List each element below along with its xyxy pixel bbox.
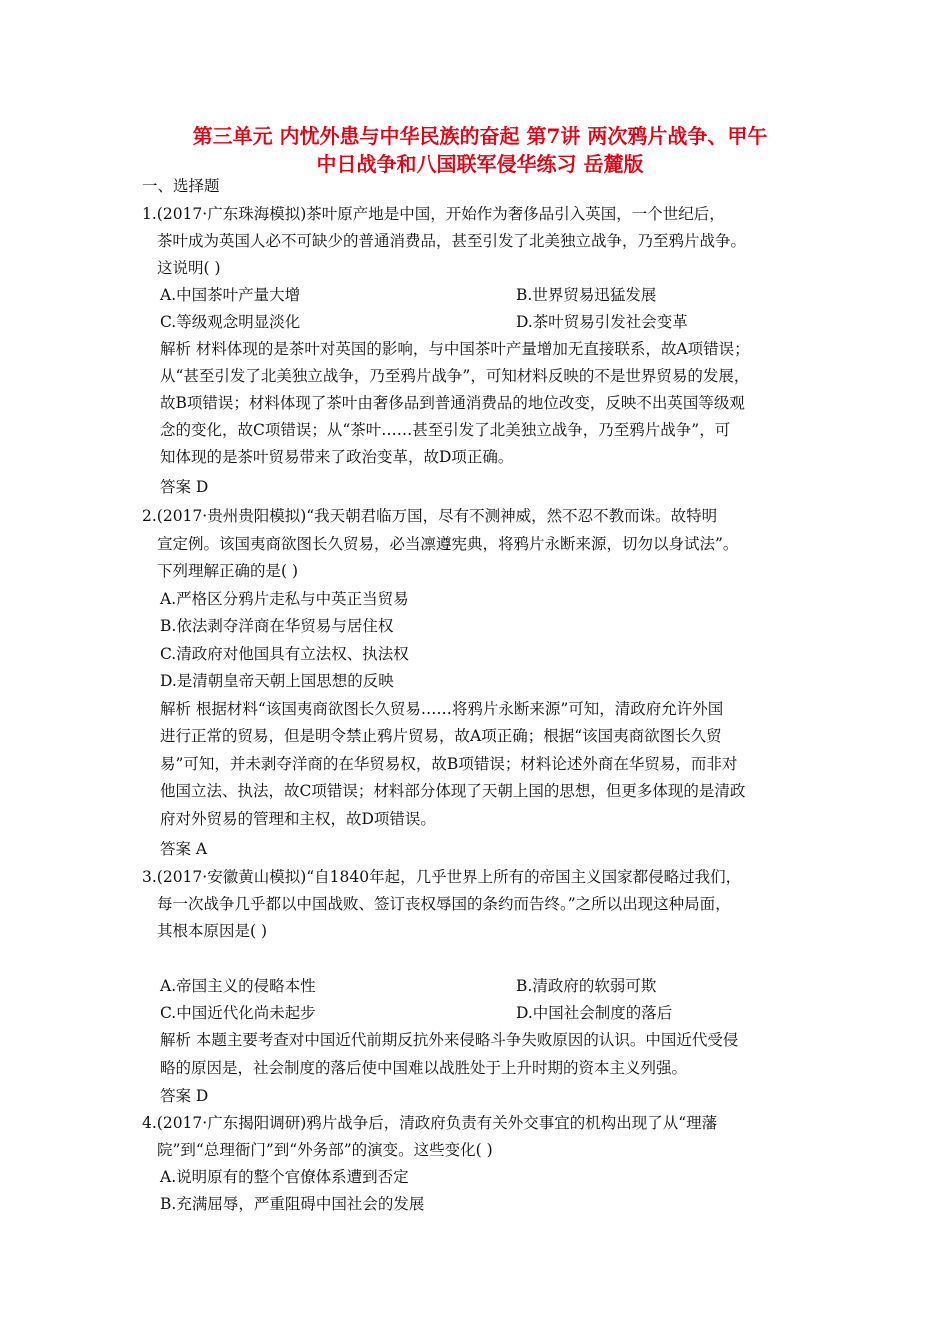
q1-analysis-line-1: 解析 材料体现的是茶叶对英国的影响，与中国茶叶产量增加无直接联系，故A项错误； — [160, 340, 750, 358]
q2-answer: 答案 A — [160, 840, 208, 858]
q2-option-c: C.清政府对他国具有立法权、执法权 — [160, 645, 409, 663]
q1-stem-line-1: 1.(2017·广东珠海模拟)茶叶原产地是中国，开始作为奢侈品引入英国，一个世纪后， — [142, 205, 725, 223]
q2-stem-line-3: 下列理解正确的是( ) — [157, 562, 299, 580]
q1-answer: 答案 D — [160, 478, 209, 496]
q2-analysis-line-2: 进行正常的贸易，但是明令禁止鸦片贸易，故A项正确；根据“该国夷商欲图长久贸 — [160, 727, 722, 745]
q1-analysis-line-4: 念的变化，故C项错误；从“茶叶……甚至引发了北美独立战争，乃至鸦片战争”，可 — [160, 421, 731, 439]
q1-stem-line-2: 茶叶成为英国人必不可缺少的普通消费品，甚至引发了北美独立战争，乃至鸦片战争。 — [157, 232, 747, 250]
q3-stem-line-1: 3.(2017·安徽黄山模拟)“自1840年起，几乎世界上所有的帝国主义国家都侵略过我们， — [142, 868, 742, 886]
q3-analysis-line-1: 解析 本题主要考查对中国近代前期反抗外来侵略斗争失败原因的认识。中国近代受侵 — [160, 1031, 739, 1049]
q1-analysis-line-5: 知体现的是茶叶贸易带来了政治变革，故D项正确。 — [160, 448, 514, 466]
q1-option-d: D.茶叶贸易引发社会变革 — [516, 313, 688, 331]
q3-stem-line-3: 其根本原因是( ) — [157, 922, 268, 940]
q3-option-b: B.清政府的软弱可欺 — [516, 977, 657, 995]
q1-analysis-line-3: 故B项错误；材料体现了茶叶由奢侈品到普通消费品的地位改变，反映不出英国等级观 — [160, 394, 745, 412]
q1-analysis-line-2: 从“甚至引发了北美独立战争，乃至鸦片战争”，可知材料反映的不是世界贸易的发展， — [160, 367, 750, 385]
q4-stem-line-2: 院”到“总理衙门”到“外务部”的演变。这些变化( ) — [157, 1141, 493, 1159]
q1-option-b: B.世界贸易迅猛发展 — [516, 286, 657, 304]
document-title-line-2: 中日战争和八国联军侵华练习 岳麓版 — [316, 152, 644, 176]
q1-stem-line-3: 这说明( ) — [157, 259, 221, 277]
q3-option-c: C.中国近代化尚未起步 — [160, 1004, 316, 1022]
q2-option-d: D.是清朝皇帝天朝上国思想的反映 — [160, 672, 394, 690]
q2-stem-line-2: 宣定例。该国夷商欲图长久贸易，必当凛遵宪典，将鸦片永断来源，切勿以身试法”。 — [157, 535, 739, 553]
q3-option-a: A.帝国主义的侵略本性 — [160, 977, 316, 995]
q2-option-b: B.依法剥夺洋商在华贸易与居住权 — [160, 617, 394, 635]
q1-option-c: C.等级观念明显淡化 — [160, 313, 301, 331]
q2-option-a: A.严格区分鸦片走私与中英正当贸易 — [160, 590, 409, 608]
q2-analysis-line-4: 他国立法、执法，故C项错误；材料部分体现了天朝上国的思想，但更多体现的是清政 — [160, 782, 746, 800]
q4-option-a: A.说明原有的整个官僚体系遭到否定 — [160, 1168, 409, 1186]
q4-stem-line-1: 4.(2017·广东揭阳调研)鸦片战争后，清政府负责有关外交事宜的机构出现了从“理藩 — [142, 1114, 718, 1132]
q2-stem-line-1: 2.(2017·贵州贵阳模拟)“我天朝君临万国，尽有不测神威，然不忍不教而诛。故特明 — [142, 507, 718, 525]
q2-analysis-line-1: 解析 根据材料“该国夷商欲图长久贸易……将鸦片永断来源”可知，清政府允许外国 — [160, 700, 724, 718]
q1-option-a: A.中国茶叶产量大增 — [160, 286, 301, 304]
q3-answer: 答案 D — [160, 1087, 209, 1105]
section-heading: 一、选择题 — [142, 177, 220, 195]
q2-analysis-line-5: 府对外贸易的管理和主权，故D项错误。 — [160, 810, 436, 828]
q3-stem-line-2: 每一次战争几乎都以中国战败、签订丧权辱国的条约而告终。”之所以出现这种局面， — [157, 895, 731, 913]
q2-analysis-line-3: 易”可知，并未剥夺洋商的在华贸易权，故B项错误；材料论述外商在华贸易，而非对 — [160, 755, 738, 773]
document-title-line-1: 第三单元 内忧外患与中华民族的奋起 第7讲 两次鸦片战争、甲午 — [192, 124, 768, 148]
q3-analysis-line-2: 略的原因是，社会制度的落后使中国难以战胜处于上升时期的资本主义列强。 — [160, 1059, 688, 1077]
q3-option-d: D.中国社会制度的落后 — [516, 1004, 673, 1022]
q4-option-b: B.充满屈辱，严重阻碍中国社会的发展 — [160, 1195, 425, 1213]
